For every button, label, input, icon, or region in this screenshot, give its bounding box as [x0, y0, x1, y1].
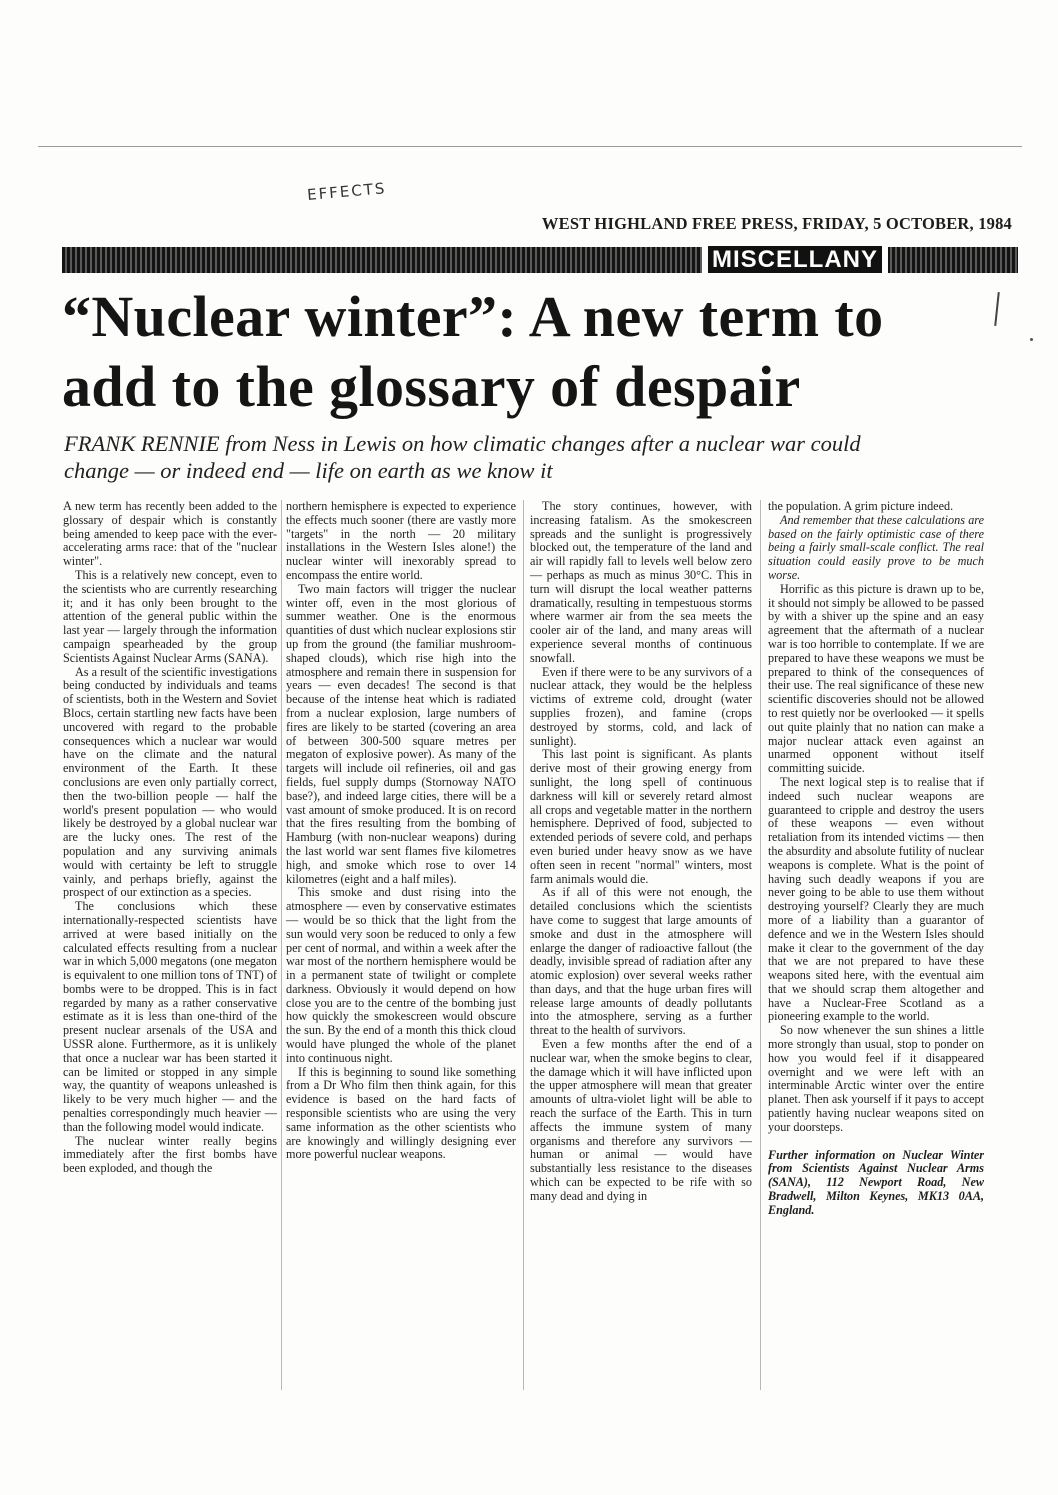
margin-dot [1030, 338, 1033, 341]
article-column-1 [63, 500, 277, 1176]
article-paragraph: A new term has recently been added to the glossary of despair which is constantly being amended to keep pace with the ever-accelerating arms race: that of the "nuclear winter". [63, 499, 277, 569]
article-paragraph: This last point is significant. As plants derive most of their growing energy from sunlight, the long spell of continuous darkness will kill or severely retard almost all crops and vegetable matter in the northern hemisphere. Deprived of food, subjected to extended periods of severe cold, and perhaps even buried under heavy snow as we have often seen in recent "normal" winters, most farm animals would die. [530, 747, 752, 886]
article-paragraph: If this is beginning to sound like something from a Dr Who film then think again, for this evidence is based on the hard facts of responsible scientists who are using the very same information as the other scientists who are knowingly and willingly designing ever more powerful nuclear weapons. [286, 1064, 516, 1162]
headline [62, 282, 1002, 422]
article-paragraph: The story continues, however, with increasing fatalism. As the smokescreen spreads and the sunlight is progressively blocked out, the temperature of the land and air will rapidly fall to levels well below zero — perhaps as much as minus 30°C. This in turn will disrupt the local weather patterns dramatically, resulting in tempestuous storms where warmer air from the sea meets the cooler air of the land, and many areas will experience several months of continuous snowfall. [530, 499, 752, 665]
masthead-dateline: WEST HIGHLAND FREE PRESS, FRIDAY, 5 OCTOBER, 1984 [541, 214, 1012, 233]
article-paragraph: Even if there were to be any survivors of a nuclear attack, they would be the helpless victims of extreme cold, drought (water supplies frozen), and famine (crops destroyed by storms, cold, and lack of sunlight). [530, 664, 752, 748]
article-column-3 [530, 500, 752, 1204]
article-paragraph: So now whenever the sun shines a little more strongly than usual, stop to ponder on how you would feel if it disappeared overnight and we were left with an interminable Arctic winter over the entire planet. Then ask yourself if it pays to accept patiently having nuclear weapons sited on your doorsteps. [768, 1023, 984, 1134]
article-column-4 [768, 500, 984, 1218]
column-divider [281, 500, 282, 1390]
article-paragraph: the population. A grim picture indeed. [768, 499, 954, 513]
article-paragraph: Even a few months after the end of a nuclear war, when the smoke begins to clear, the damage which it will have inflicted upon the upper atmosphere will mean that greater amounts of ultra-violet light will be able to reach the surface of the Earth. This in turn affects the immune system of many organisms and therefore any survivors — human or animal — would have substantially less resistance to the diseases which can be expected to be rife with so many dead and dying in [530, 1037, 752, 1203]
article-paragraph-italic: And remember that these calculations are based on the fairly optimistic case of there being a fairly small-scale conflict. The real situation could easily prove to be much worse. [768, 512, 984, 582]
article-paragraph: As if all of this were not enough, the detailed conclusions which the scientists have come to suggest that large amounts of smoke and dust in the atmosphere will enlarge the danger of radioactive fallout (the deadly, invisible spread of radiation after any atomic explosion) over several weeks rather than days, and that the huge urban fires will release large amounts of deadly pollutants into the atmosphere, serving as a further threat to the health of survivors. [530, 885, 752, 1038]
headline-line-2: add to the glossary of despair [62, 354, 801, 419]
article-column-2 [286, 500, 516, 1162]
standfirst [64, 430, 994, 484]
article-paragraph: Two main factors will trigger the nuclear winter off, even in the most glorious of summer weather. One is the enormous quantities of dust which nuclear explosions stir up from the ground (the familiar mushroom-shaped clouds), which rise high into the atmosphere and remain there in suspension for years — even decades! The second is that because of the intense heat which is radiated from a nuclear explosion, large numbers of fires are likely to be started (covering an area of between 300-500 square metres per megaton of explosive power). As many of the targets will include oil refineries, oil and gas fields, fuel supply dumps (Stornoway NATO base?), and indeed large cities, there will be a vast amount of smoke produced. It is on record that the fires resulting from the bombing of Hamburg (with non-nuclear weapons) during the last world war sent flames five kilometres high, and smoke which rose to over 14 kilometres (eight and a half miles). [286, 581, 516, 886]
article-paragraph: northern hemisphere is expected to experience the effects much sooner (there are vastly more "targets" in the north — 20 military installations in the Western Isles alone!) the nuclear winter will inexorably spread to encompass the entire world. [286, 499, 516, 582]
section-label: MISCELLANY [702, 247, 888, 273]
handwritten-note: EFFECTS [306, 179, 388, 204]
article-paragraph: The next logical step is to realise that if indeed such nuclear weapons are guaranteed to cripple and destroy the users of these weapons — even without retaliation from its intended victims — then the absurdity and absolute futility of nuclear weapons is complete. What is the point of having such deadly weapons if you are never going to be able to use them without destroying yourself? Clearly they are much more of a liability than a guarantor of defence and we in the Western Isles should make it clear to the government of the day that we are not prepared to have these weapons sited here, with the eventual aim that we should scrap them altogether and have a Nuclear-Free Scotland as a pioneering example to the world. [768, 774, 984, 1024]
article-paragraph: This is a relatively new concept, even to the scientists who are currently researching it; and it has only been brought to the attention of the general public within the last year — largely through the information campaign spearheaded by the group Scientists Against Nuclear Arms (SANA). [63, 567, 277, 665]
standfirst-line-1: FRANK RENNIE from Ness in Lewis on how climatic changes after a nuclear war could [64, 431, 861, 456]
headline-line-1: “Nuclear winter”: A new term to [62, 284, 884, 349]
further-information-note: Further information on Nuclear Winter from Scientists Against Nuclear Arms (SANA), 112 Newport Road, New Bradwell, Milton Keynes, MK13 0AA, England. [768, 1147, 984, 1217]
article-paragraph: This smoke and dust rising into the atmosphere — even by conservative estimates — would be so thick that the light from the sun would very soon be reduced to only a few per cent of normal, and within a week after the war most of the northern hemisphere would be in a permanent state of twilight or complete darkness. Obviously it would depend on how close you are to the centre of the bombing just how quickly the smokescreen would obscure the sun. By the end of a month this thick cloud would have plunged the whole of the planet into continuous night. [286, 885, 516, 1065]
column-divider [523, 500, 524, 1390]
column-divider [760, 500, 761, 1390]
clipping-top-rule [38, 146, 1022, 147]
standfirst-line-2: change — or indeed end — life on earth as we know it [64, 458, 553, 483]
section-banner [62, 247, 1018, 273]
article-paragraph: As a result of the scientific investigations being conducted by individuals and teams of scientists, both in the Western and Soviet Blocs, certain startling new facts have been uncovered with regard to the probable consequences which a nuclear war would have on the climate and the natural environment of the Earth. It these conclusions are even only partially correct, then the two-billion people — half the world's present population — who would likely be destroyed by a global nuclear war are the lucky ones. The rest of the population and any surviving animals would with certainty be left to struggle vainly, and perhaps briefly, against the prospect of our extinction as a species. [63, 664, 277, 900]
article-paragraph: The nuclear winter really begins immediately after the first bombs have been exploded, and though the [63, 1133, 277, 1176]
article-paragraph: The conclusions which these internationally-respected scientists have arrived at were based initially on the calculated effects resulting from a nuclear war in which 5,000 megatons (one megaton is equivalent to one million tons of TNT) of bombs were to be dropped. This is in fact regarded by many as a rather conservative estimate as it is less than one-third of the present nuclear arsenals of the USA and USSR alone. Furthermore, as it is unlikely that once a nuclear war has been started it can be limited or stopped in any simple way, the quantity of weapons unleashed is likely to be very much higher — and the penalties correspondingly much heavier — than the following model would indicate. [63, 899, 277, 1134]
article-paragraph: Horrific as this picture is drawn up to be, it should not simply be allowed to be passed by with a shiver up the spine and an easy agreement that the aftermath of a nuclear war is too horrible to contemplate. If we are prepared to have these weapons we must be prepared to think of the consequences of their use. The real significance of these new scientific discoveries should not be allowed to rest quietly nor be overlooked — it spells out quite plainly that no nation can make a major nuclear attack even against an unarmed opponent without itself committing suicide. [768, 581, 984, 776]
